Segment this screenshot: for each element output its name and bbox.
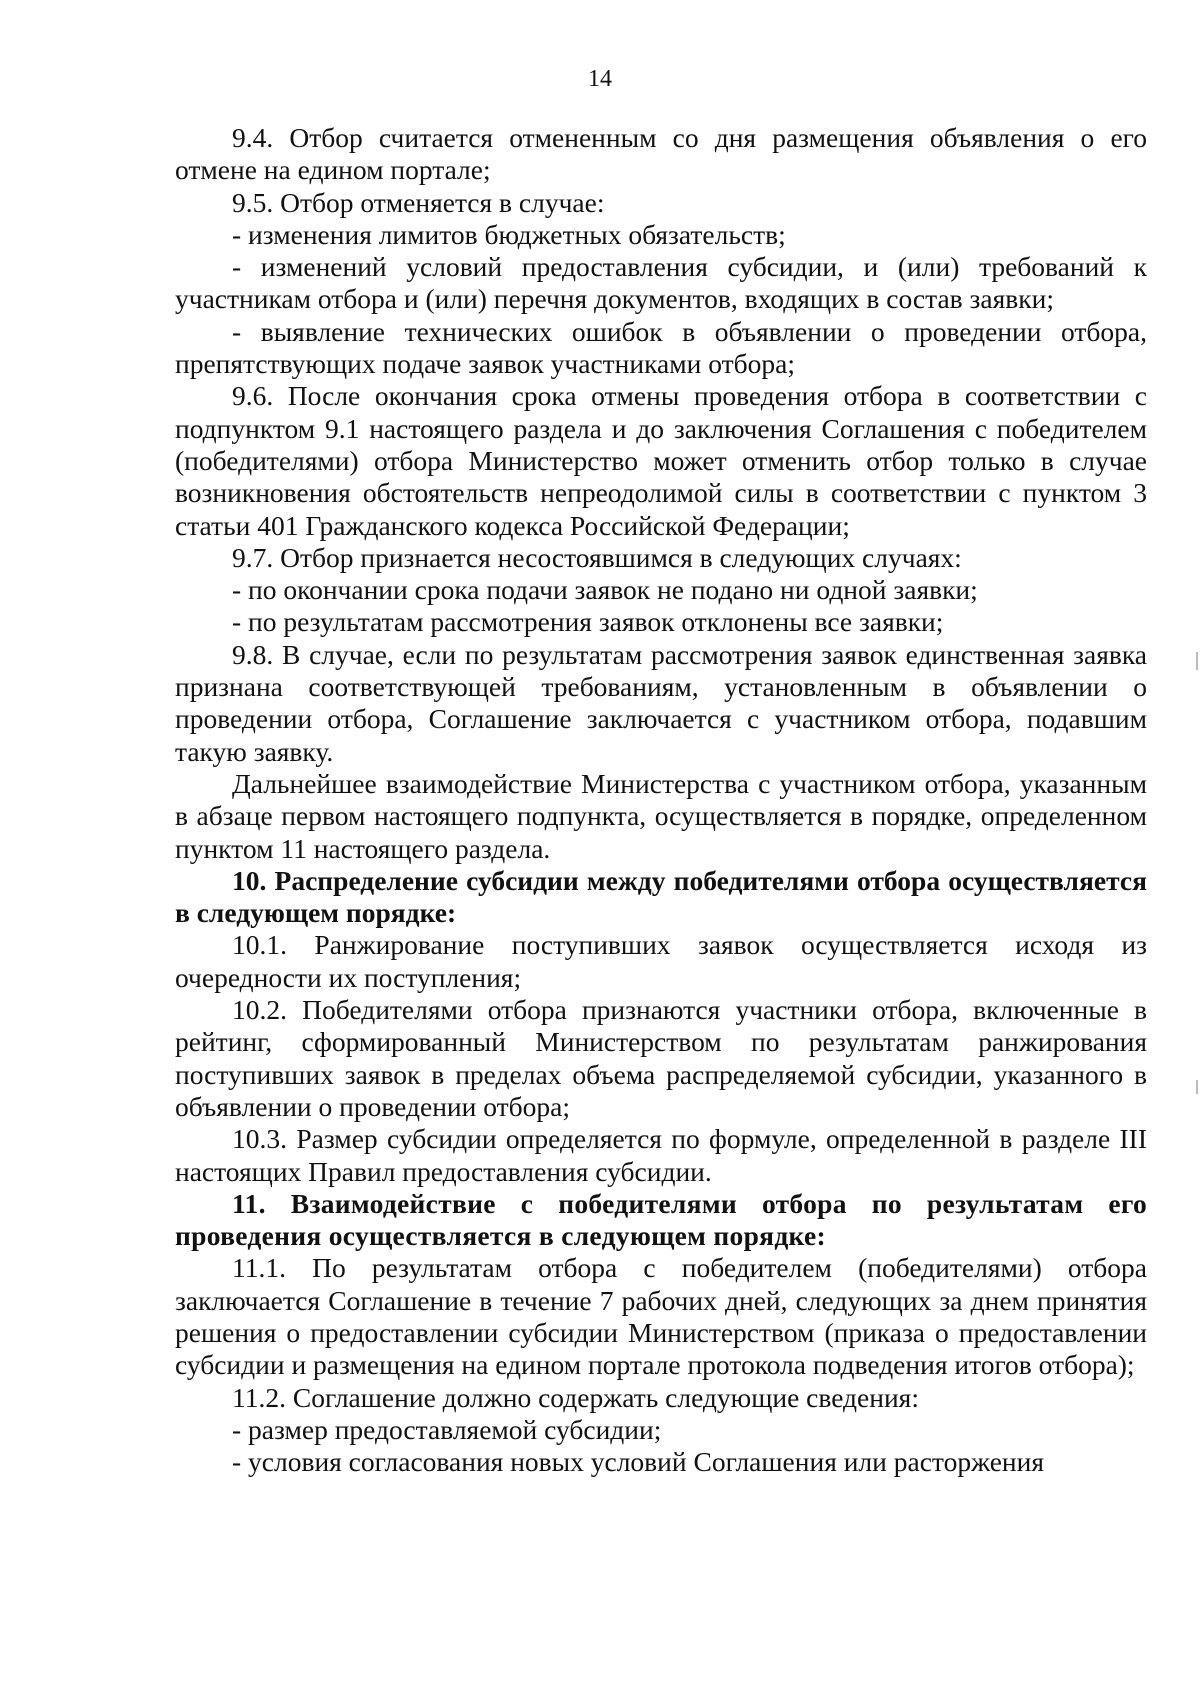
list-item: - по окончании срока подачи заявок не подано ни одной заявки; <box>232 574 978 606</box>
paragraph-9-4: 9.4. Отбор считается отмененным со дня размещения объявления о его отмене на едином портале; <box>175 122 1147 186</box>
list-item: - по результатам рассмотрения заявок отклонены все заявки; <box>232 606 944 638</box>
paragraph-interaction: Дальнейшее взаимодействие Министерства с участником отбора, указанным в абзаце первом настоящего подпункта, осуществляется в порядке, определенном пунктом 11 настоящего раздела. <box>175 767 1147 864</box>
section-heading-11: 11. Взаимодействие с победителями отбора по результатам его проведения осуществляется в следующем порядке: <box>175 1187 1147 1252</box>
paragraph-11-1: 11.1. По результатам отбора с победителем (победителями) отбора заключается Соглашение в течение 7 рабочих дней, следующих за днем принятия решения о предоставлении субсидии Министерством (приказа о предоставлении субсидии и размещения на едином портале протокола подведения итогов отбора); <box>175 1252 1147 1381</box>
list-item: - условия согласования новых условий Соглашения или расторжения <box>232 1446 1044 1478</box>
scan-mark <box>1196 1080 1198 1094</box>
scan-mark <box>1196 652 1198 670</box>
paragraph-11-2: 11.2. Соглашение должно содержать следующие сведения: <box>232 1381 919 1413</box>
list-item: - размер предоставляемой субсидии; <box>232 1413 662 1445</box>
list-item: - выявление технических ошибок в объявлении о проведении отбора, препятствующих подаче заявок участниками отбора; <box>175 315 1147 380</box>
list-item: - изменений условий предоставления субсидии, и (или) требований к участникам отбора и (или) перечня документов, входящих в состав заявки; <box>175 251 1147 315</box>
paragraph-9-6: 9.6. После окончания срока отмены проведения отбора в соответствии с подпунктом 9.1 настоящего раздела и до заключения Соглашения с победителем (победителями) отбора Министерство может отменить отбор только в случае возникновения обстоятельств непреодолимой силы в соответствии с пунктом 3 статьи 401 Гражданского кодекса Российской Федерации; <box>175 380 1147 541</box>
paragraph-10-2: 10.2. Победителями отбора признаются участники отбора, включенные в рейтинг, сформированный Министерством по результатам ранжирования поступивших заявок в пределах объема распределяемой субсидии, указанного в объявлении о проведении отбора; <box>175 994 1147 1122</box>
paragraph-9-5: 9.5. Отбор отменяется в случае: <box>232 186 605 218</box>
paragraph-9-8: 9.8. В случае, если по результатам рассмотрения заявок единственная заявка признана соответствующей требованиям, установленным в объявлении о проведении отбора, Соглашение заключается с участником отбора, подавшим такую заявку. <box>175 638 1147 767</box>
document-body <box>175 122 1147 1478</box>
section-heading-10: 10. Распределение субсидии между победителями отбора осуществляется в следующем порядке: <box>175 864 1147 929</box>
paragraph-9-7: 9.7. Отбор признается несостоявшимся в следующих случаях: <box>232 541 962 573</box>
paragraph-10-3: 10.3. Размер субсидии определяется по формуле, определенной в разделе III настоящих Правил предоставления субсидии. <box>175 1123 1147 1187</box>
paragraph-10-1: 10.1. Ранжирование поступивших заявок осуществляется исходя из очередности их поступления; <box>175 929 1147 993</box>
page-number: 14 <box>588 66 612 92</box>
list-item: - изменения лимитов бюджетных обязательств; <box>232 218 786 250</box>
